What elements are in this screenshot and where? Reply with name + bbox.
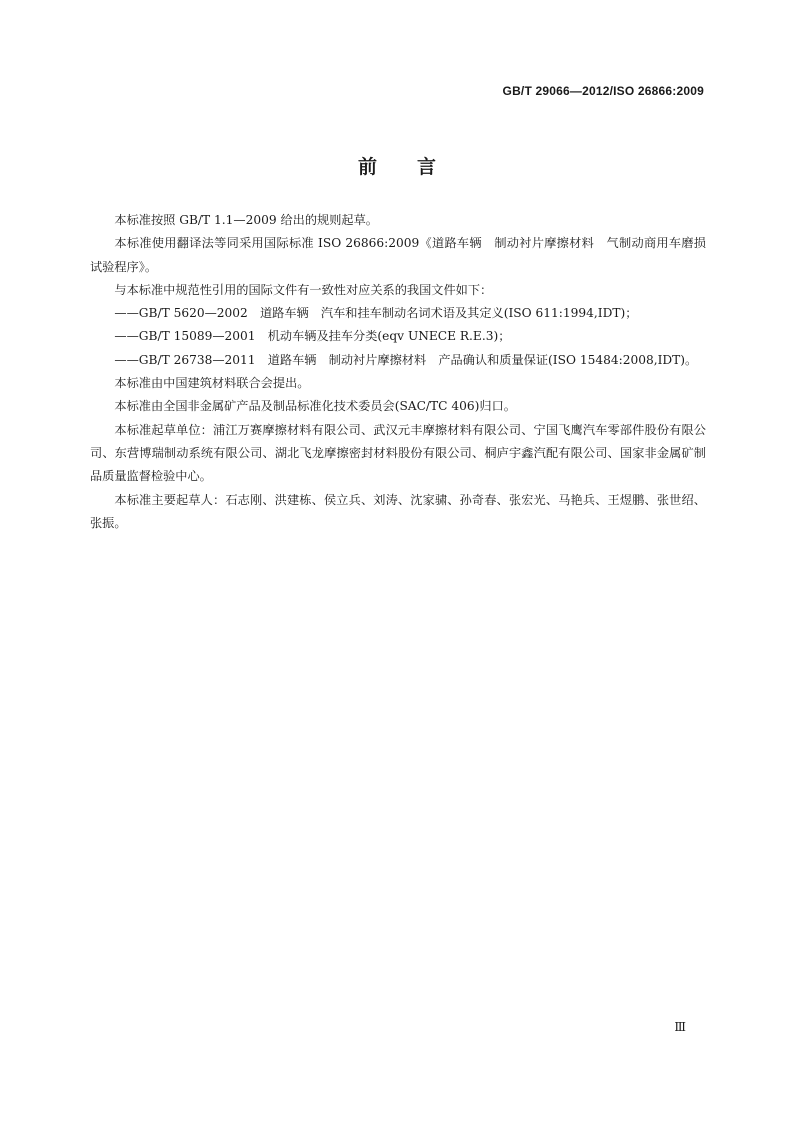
list-item: ——GB/T 15089—2001 机动车辆及挂车分类(eqv UNECE R.E.3)； [114, 329, 511, 344]
paragraph-adoption: 本标准使用翻译法等同采用国际标准 ISO 26866:2009《道路车辆 制动衬片摩擦材料 气制动商用车磨损试验程序》。 [90, 236, 706, 274]
paragraph-references-intro: 与本标准中规范性引用的国际文件有一致性对应关系的我国文件如下： [114, 282, 493, 297]
list-item: ——GB/T 26738—2011 道路车辆 制动衬片摩擦材料 产品确认和质量保证(ISO 15484:2008,IDT)。 [114, 352, 698, 367]
document-body [90, 209, 706, 535]
paragraph-drafting-units: 本标准起草单位：浦江万赛摩擦材料有限公司、武汉元丰摩擦材料有限公司、宁国飞鹰汽车零部件股份有限公司、东营博瑞制动系统有限公司、湖北飞龙摩擦密封材料股份有限公司、桐庐宇鑫汽配有限公司、国家非金属矿制品质量监督检验中心。 [90, 422, 706, 484]
paragraph-drafting-rules: 本标准按照 GB/T 1.1—2009 给出的规则起草。 [114, 213, 378, 227]
list-item: ——GB/T 5620—2002 道路车辆 汽车和挂车制动名词术语及其定义(ISO 611:1994,IDT)； [114, 306, 638, 321]
paragraph-drafters: 本标准主要起草人：石志刚、洪建栋、侯立兵、刘涛、沈家骕、孙奇春、张宏光、马艳兵、王煜鹏、张世绍、张振。 [90, 492, 706, 530]
page-number: Ⅲ [674, 1020, 686, 1034]
standard-code: GB/T 29066—2012/ISO 26866:2009 [502, 84, 704, 98]
paragraph-proposer: 本标准由中国建筑材料联合会提出。 [114, 376, 310, 391]
paragraph-technical-committee: 本标准由全国非金属矿产品及制品标准化技术委员会(SAC/TC 406)归口。 [114, 399, 516, 414]
page-title: 前言 [357, 156, 476, 178]
